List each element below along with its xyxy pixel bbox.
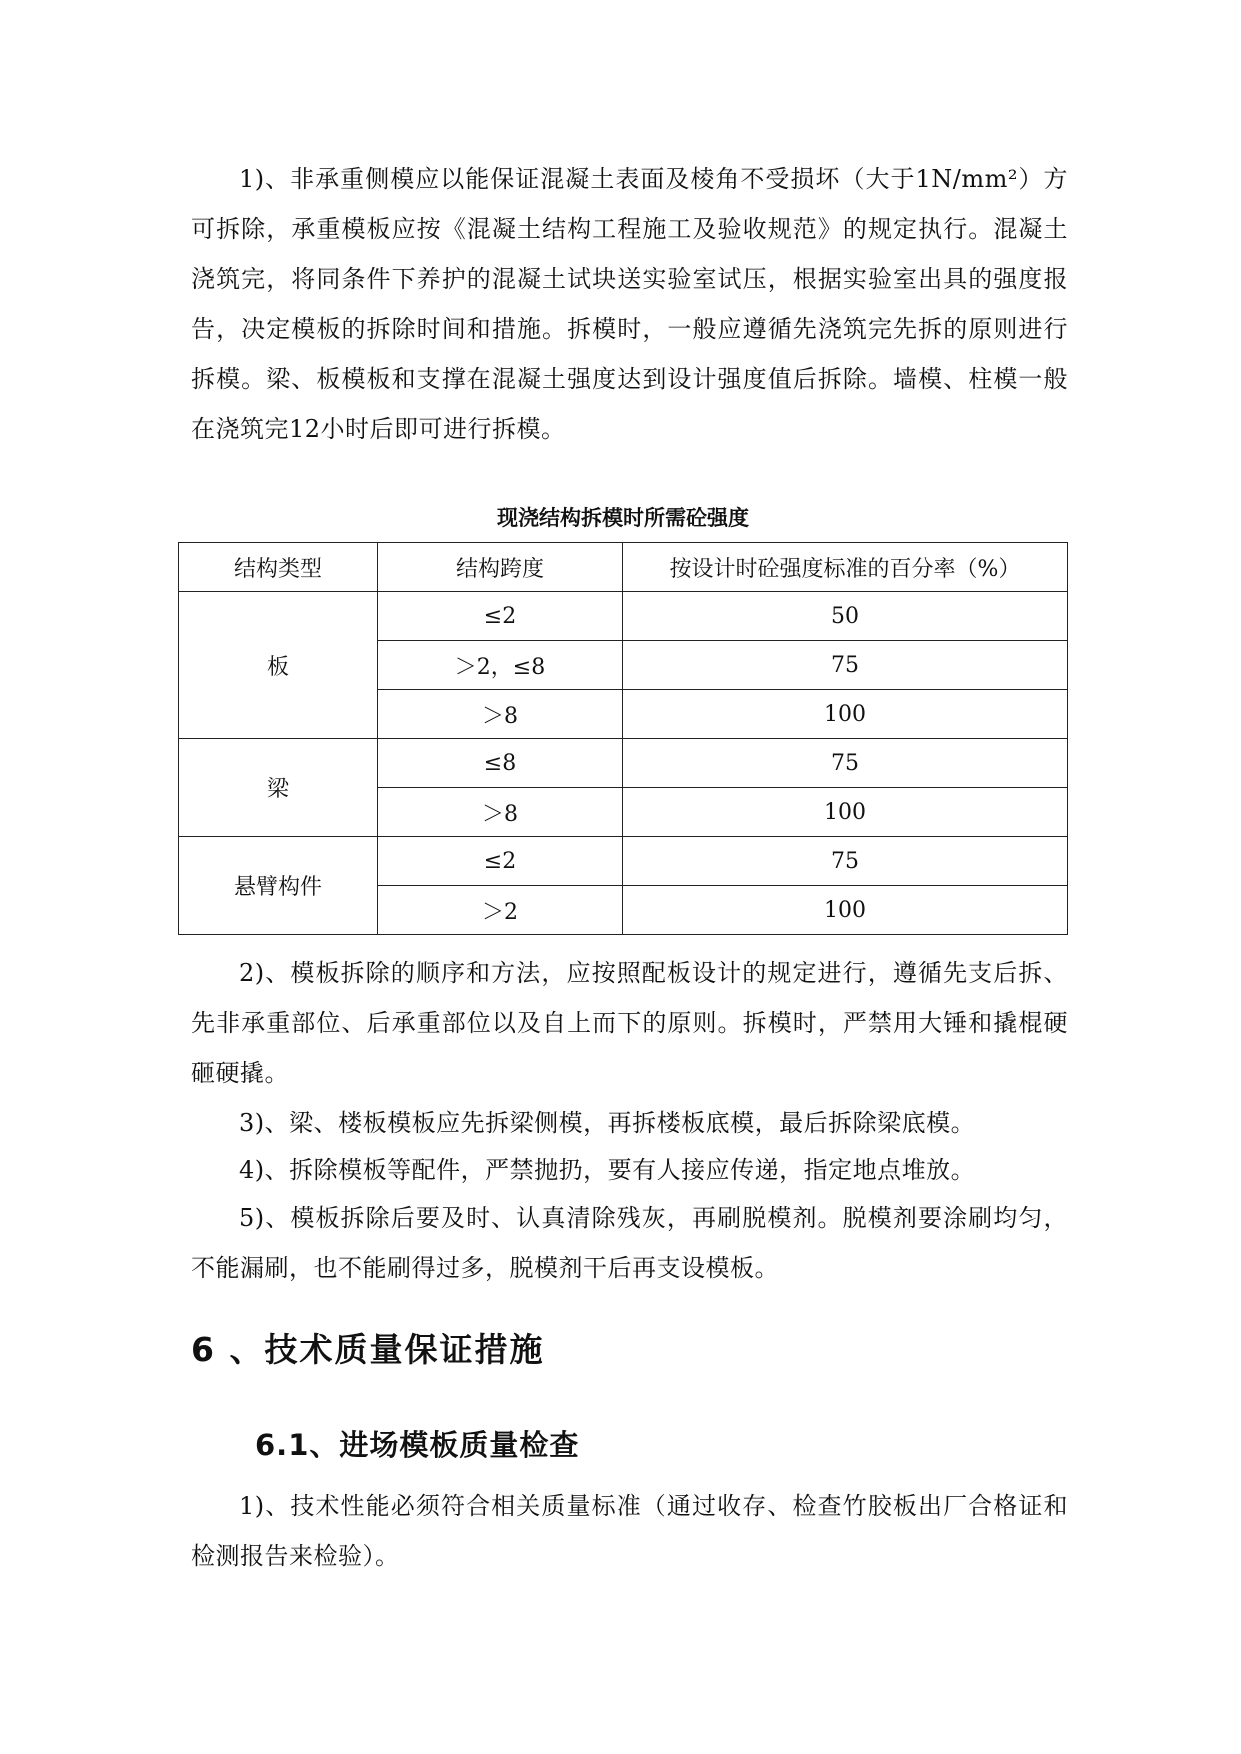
table-title: 现浇结构拆模时所需砼强度 [497,506,749,530]
span-cell: ＞2 [378,886,623,935]
strength-table [178,542,1068,935]
header-span: 结构跨度 [378,543,623,592]
paragraph-3: 3)、梁、楼板模板应先拆梁侧模，再拆楼板底模，最后拆除梁底模。 [239,1109,976,1137]
section-heading: 6 、技术质量保证措施 [191,1330,545,1369]
span-cell: ＞8 [378,788,623,837]
structure-type-cell: 板 [179,592,378,739]
span-cell: ＞2，≤8 [378,641,623,690]
paragraph-2: 2)、模板拆除的顺序和方法，应按照配板设计的规定进行，遵循先支后拆、先非承重部位、后承重部位以及自上而下的原则。拆模时，严禁用大锤和撬棍硬砸硬撬。 [191,959,1068,1087]
table-row [179,837,1068,886]
span-cell: ≤2 [378,837,623,886]
percent-cell: 75 [623,739,1068,788]
intro-paragraph: 1)、非承重侧模应以能保证混凝土表面及棱角不受损坏（大于1N/mm²）方可拆除，承重模板应按《混凝土结构工程施工及验收规范》的规定执行。混凝土浇筑完，将同条件下养护的混凝土试块送实验室试压，根据实验室出具的强度报告，决定模板的拆除时间和措施。拆模时，一般应遵循先浇筑完先拆的原则进行拆模。梁、板模板和支撑在混凝土强度达到设计强度值后拆除。墙模、柱模一般在浇筑完12小时后即可进行拆模。 [191,165,1068,443]
header-percent: 按设计时砼强度标准的百分率（%） [623,543,1068,592]
table-row [179,739,1068,788]
span-cell: ≤8 [378,739,623,788]
percent-cell: 75 [623,837,1068,886]
subsection-paragraph: 1)、技术性能必须符合相关质量标准（通过收存、检查竹胶板出厂合格证和检测报告来检验）。 [191,1492,1068,1570]
structure-type-cell: 悬臂构件 [179,837,378,935]
percent-cell: 100 [623,690,1068,739]
percent-cell: 50 [623,592,1068,641]
percent-cell: 100 [623,886,1068,935]
structure-type-cell: 梁 [179,739,378,837]
percent-cell: 75 [623,641,1068,690]
header-structure-type: 结构类型 [179,543,378,592]
percent-cell: 100 [623,788,1068,837]
paragraph-5: 5)、模板拆除后要及时、认真清除残灰，再刷脱模剂。脱模剂要涂刷均匀，不能漏刷，也不能刷得过多，脱模剂干后再支设模板。 [191,1204,1068,1282]
table-row [179,592,1068,641]
span-cell: ≤2 [378,592,623,641]
paragraph-4: 4)、拆除模板等配件，严禁抛扔，要有人接应传递，指定地点堆放。 [239,1156,976,1184]
span-cell: ＞8 [378,690,623,739]
subsection-heading: 6.1、进场模板质量检查 [255,1428,580,1462]
table-header-row [179,543,1068,592]
